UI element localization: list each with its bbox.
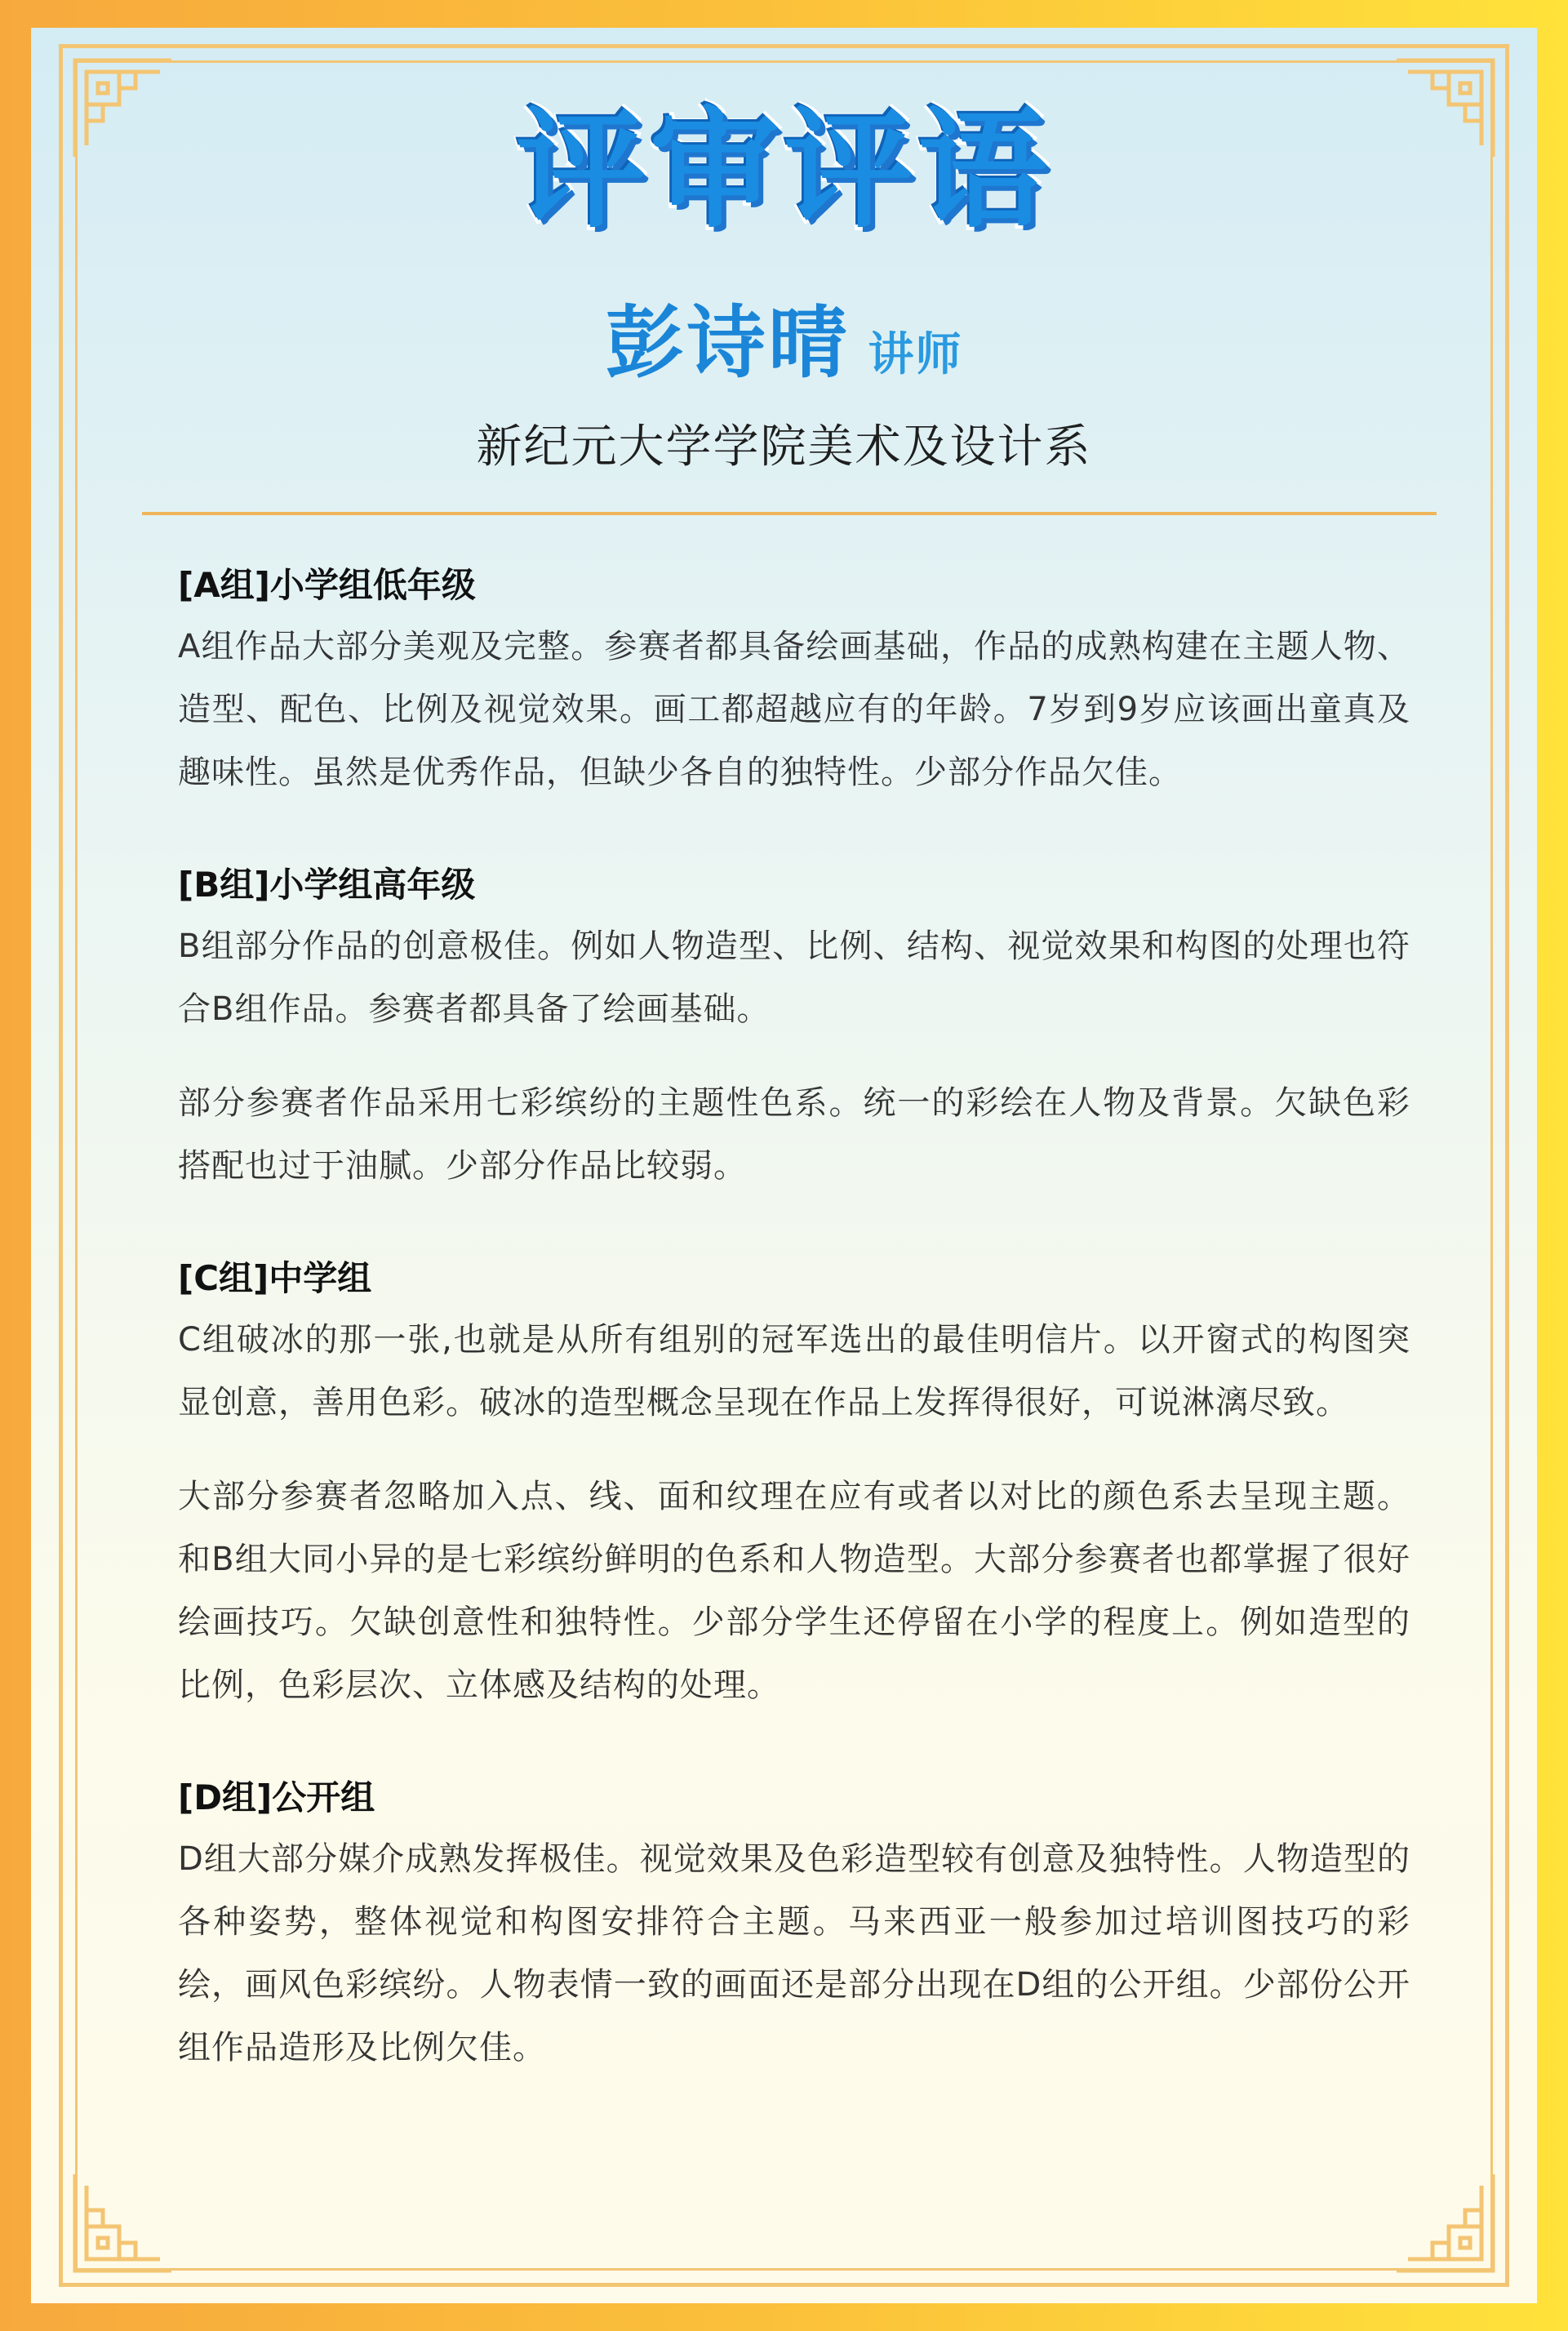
header-divider	[142, 512, 1437, 515]
corner-ornament-icon	[70, 2169, 176, 2275]
page-title: 评审评语	[516, 96, 1052, 246]
judge-name: 彭诗晴	[605, 297, 851, 389]
section-paragraph: 大部分参赛者忽略加入点、线、面和纹理在应有或者以对比的颜色系去呈现主题。和B组大同小异的是七彩缤纷鲜明的色系和人物造型。大部分参赛者也都掌握了很好绘画技巧。欠缺创意性和独特性。少部分学生还停留在小学的程度上。例如造型的比例，色彩层次、立体感及结构的处理。	[178, 1478, 1410, 1704]
section-a	[178, 555, 1410, 804]
section-d	[178, 1768, 1410, 2080]
corner-ornament-icon	[1392, 2169, 1498, 2275]
section-title: [C组]中学组	[178, 1258, 372, 1298]
judge-role: 讲师	[868, 328, 963, 381]
section-paragraph: D组大部分媒介成熟发挥极佳。视觉效果及色彩造型较有创意及独特性。人物造型的各种姿势，整体视觉和构图安排符合主题。马来西亚一般参加过培训图技巧的彩绘，画风色彩缤纷。人物表情一致的画面还是部分出现在D组的公开组。少部份公开组作品造形及比例欠佳。	[178, 1840, 1410, 2066]
section-title: [D组]公开组	[178, 1777, 375, 1817]
judge-affiliation: 新纪元大学学院美术及设计系	[476, 420, 1092, 474]
comments-content	[178, 555, 1410, 2130]
section-paragraph: A组作品大部分美观及完整。参赛者都具备绘画基础，作品的成熟构建在主题人物、造型、配色、比例及视觉效果。画工都超越应有的年龄。7岁到9岁应该画出童真及趣味性。虽然是优秀作品，但缺少各自的独特性。少部分作品欠佳。	[178, 628, 1410, 791]
section-b	[178, 855, 1410, 1198]
section-title: [A组]小学组低年级	[178, 565, 476, 605]
section-title: [B组]小学组高年级	[178, 865, 476, 905]
section-paragraph: C组破冰的那一张,也就是从所有组别的冠军选出的最佳明信片。以开窗式的构图突显创意，善用色彩。破冰的造型概念呈现在作品上发挥得很好，可说淋漓尽致。	[178, 1321, 1410, 1421]
judge-name-row	[0, 297, 1568, 389]
section-paragraph: B组部分作品的创意极佳。例如人物造型、比例、结构、视觉效果和构图的处理也符合B组作品。参赛者都具备了绘画基础。	[178, 928, 1410, 1028]
section-paragraph: 部分参赛者作品采用七彩缤纷的主题性色系。统一的彩绘在人物及背景。欠缺色彩搭配也过于油腻。少部分作品比较弱。	[178, 1084, 1410, 1185]
section-c	[178, 1248, 1410, 1717]
